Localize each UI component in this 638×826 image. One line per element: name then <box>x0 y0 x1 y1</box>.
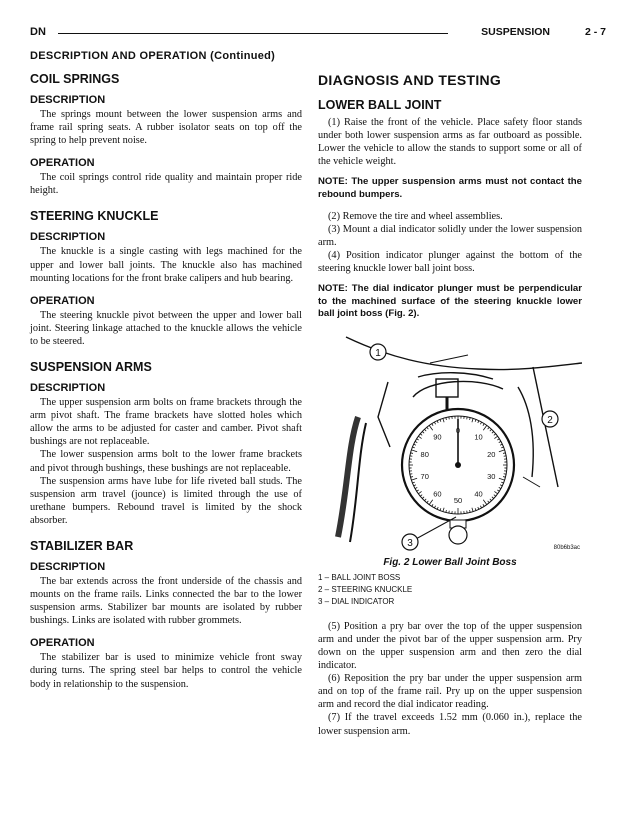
header-rule <box>58 33 448 34</box>
coil-desc-text: The springs mount between the lower suspension arms and frame rail spring seats. A rubber isolator seats on top off the spring to help prevent noise. <box>30 109 302 147</box>
dial-indicator-illustration <box>318 327 582 555</box>
diagnosis-title: DIAGNOSIS AND TESTING <box>318 72 502 88</box>
dial-number: 80 <box>420 449 429 459</box>
callout-2: 2 <box>547 414 553 426</box>
knuckle-desc-text: The knuckle is a single casting with legs machined for the upper and lower ball joints. The knuckle also has machined mounting locations for the front brake calipers and hub bearing. <box>30 246 302 284</box>
dial-number: 90 <box>433 432 442 442</box>
callout-1: 1 <box>375 347 381 359</box>
callout-3: 3 <box>407 537 413 549</box>
dial-number: 20 <box>487 449 496 459</box>
stabilizer-title: STABILIZER BAR <box>30 538 134 553</box>
page-number: 2 - 7 <box>584 26 606 38</box>
coil-op-heading: OPERATION <box>30 157 95 170</box>
continued-heading: DESCRIPTION AND OPERATION (Continued) <box>30 50 276 62</box>
arms-title: SUSPENSION ARMS <box>30 360 152 375</box>
step-4: (4) Position indicator plunger against the bottom of the steering knuckle lower ball joint boss. <box>318 249 582 274</box>
header-section: SUSPENSION <box>481 26 550 38</box>
dial-number: 70 <box>420 471 429 481</box>
step-7: (7) If the travel exceeds 1.52 mm (0.060 in.), replace the lower suspension arm. <box>318 712 582 737</box>
step-2: (2) Remove the tire and wheel assemblies. <box>328 210 503 222</box>
dial-number: 10 <box>474 432 483 442</box>
figure-caption: Fig. 2 Lower Ball Joint Boss <box>383 556 517 568</box>
page-header <box>30 26 606 42</box>
step-5: (5) Position a pry bar over the top of the upper suspension arm and under the pivot bar of the upper suspension arm. Pry down on the upper suspension arm and then zero the dial indicator. <box>318 620 582 672</box>
right-column <box>318 72 582 738</box>
dial-number: 0 <box>455 425 461 435</box>
stabilizer-op-heading: OPERATION <box>30 637 95 650</box>
figure-code: 80b6b3ac <box>553 544 580 551</box>
note-rebound: NOTE: The upper suspension arms must not contact the rebound bumpers. <box>318 176 582 200</box>
dial-number: 30 <box>487 471 496 481</box>
coil-springs-title: COIL SPRINGS <box>30 72 120 86</box>
arms-text-3: The suspension arms have lube for life riveted ball studs. The suspension arm travel (jounce) is limited through the use of urethane bumpers. Rebound travel is limited by the shock absorber. <box>30 475 302 526</box>
coil-op-text: The coil springs control ride quality and maintain proper ride height. <box>30 172 302 197</box>
figure-ball-joint <box>318 327 582 555</box>
figure-legend <box>318 572 582 608</box>
legend-item: 3 – DIAL INDICATOR <box>318 596 395 606</box>
step-3: (3) Mount a dial indicator solidly under the lower suspension arm. <box>318 223 582 248</box>
legend-item: 2 – STEERING KNUCKLE <box>318 584 413 594</box>
stabilizer-desc-text: The bar extends across the front underside of the chassis and mounts on the frame rails. Links connected the bar to the lower suspension arms. Stabilizer bar mounts are isolated by rubber bushings. Links are isolated with rubber grommets. <box>30 575 302 627</box>
step-6: (6) Reposition the pry bar under the upper suspension arm and on top of the frame rail. Pry up on the upper suspension arm and record the dial indicator reading. <box>318 673 582 711</box>
legend-item: 1 – BALL JOINT BOSS <box>318 572 401 582</box>
dial-number: 60 <box>433 489 442 499</box>
arms-text-1: The upper suspension arm bolts on frame brackets through the arm pivot shaft. The frame brackets have slotted holes which allow the arms to be adjusted for caster and camber. Pivot shaft bushings are not replaceable. <box>30 397 302 448</box>
knuckle-desc-heading: DESCRIPTION <box>30 231 106 244</box>
knuckle-title: STEERING KNUCKLE <box>30 209 159 224</box>
arms-text-2: The lower suspension arms bolt to the lower frame brackets and pivot through bushings, these bushings are not replaceable. <box>30 449 302 474</box>
header-model: DN <box>30 26 46 38</box>
dial-number: 50 <box>453 495 463 505</box>
stabilizer-desc-heading: DESCRIPTION <box>30 560 106 573</box>
ball-joint-subtitle: LOWER BALL JOINT <box>318 98 442 112</box>
left-column <box>30 72 302 691</box>
stabilizer-op-text: The stabilizer bar is used to minimize vehicle front sway during turns. The spring steel bar helps to control the vehicle body in relationship to the suspension. <box>30 652 302 690</box>
coil-desc-heading: DESCRIPTION <box>30 94 106 106</box>
step-1: (1) Raise the front of the vehicle. Place safety floor stands under both lower suspension arms as far outboard as possible. Lower the vehicle to allow the stands to support some or all of the vehicle weight. <box>318 117 582 168</box>
knuckle-op-text: The steering knuckle pivot between the upper and lower ball joint. Steering linkage attached to the knuckle allows the vehicle to be steered. <box>30 309 302 347</box>
note-perpendicular: NOTE: The dial indicator plunger must be perpendicular to the machined surface of the steering knuckle lower ball joint boss (Fig. 2). <box>318 283 582 320</box>
dial-number: 40 <box>474 489 483 499</box>
knuckle-op-heading: OPERATION <box>30 294 95 307</box>
arms-desc-heading: DESCRIPTION <box>30 382 106 395</box>
